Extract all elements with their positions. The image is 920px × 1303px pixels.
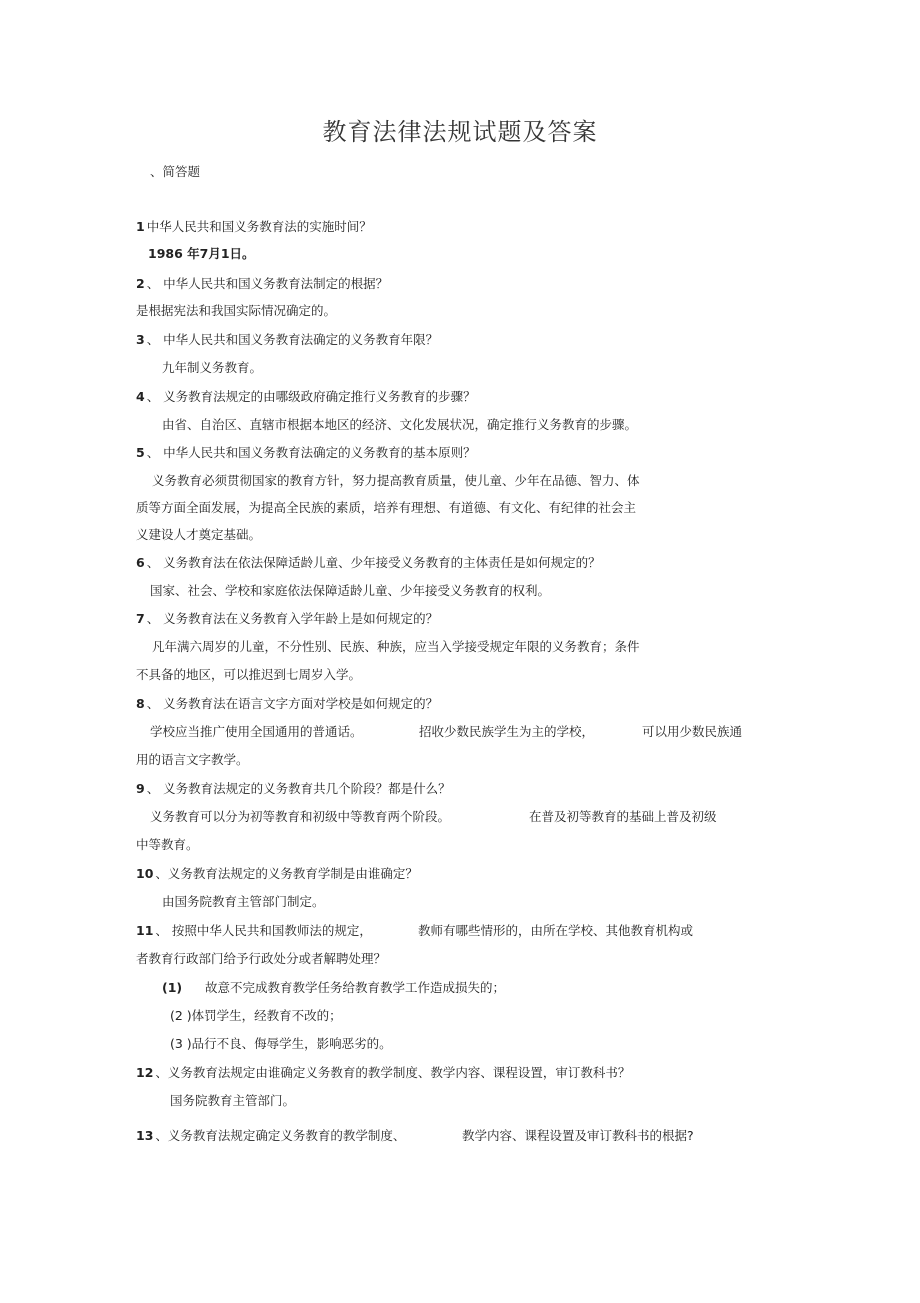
- question-8: 8 、 义务教育法在语言文字方面对学校是如何规定的？: [136, 696, 439, 711]
- question-4: 4 、 义务教育法规定的由哪级政府确定推行义务教育的步骤？: [136, 389, 476, 404]
- answer-11-item-3: (3 )品行不良、侮辱学生，影响恶劣的。: [170, 1036, 392, 1051]
- answer-12: 国务院教育主管部门。: [170, 1093, 296, 1108]
- answer-9-line-2: 中等教育。: [136, 837, 199, 852]
- document-title: 教育法律法规试题及答案: [322, 118, 598, 146]
- answer-11-item-2: (2 )体罚学生，经教育不改的；: [170, 1008, 342, 1023]
- answer-11-item-1: 故意不完成教育教学任务给教育教学工作造成损失的；: [205, 980, 506, 995]
- answer-8-part-1: 学校应当推广使用全国通用的普通话。: [150, 724, 363, 739]
- question-text: 中华人民共和国义务教育法的实施时间？: [146, 219, 372, 234]
- question-13: 13 、义务教育法规定确定义务教育的教学制度、: [136, 1128, 406, 1143]
- answer-8-part-3: 可以用少数民族通: [642, 724, 743, 739]
- question-9: 9 、 义务教育法规定的义务教育共几个阶段？都是什么？: [136, 781, 451, 796]
- question-13-part-2: 教学内容、课程设置及审订教科书的根据?: [462, 1128, 694, 1143]
- answer-9-part-2: 在普及初等教育的基础上普及初级: [529, 809, 717, 824]
- answer-9-part-1: 义务教育可以分为初等教育和初级中等教育两个阶段。: [150, 809, 451, 824]
- question-5: 5 、 中华人民共和国义务教育法确定的义务教育的基本原则？: [136, 445, 476, 460]
- question-1: [136, 219, 372, 235]
- answer-5-line-3: 义建设人才奠定基础。: [136, 527, 262, 542]
- answer-4: 由省、自治区、直辖市根据本地区的经济、文化发展状况，确定推行义务教育的步骤。: [162, 417, 638, 432]
- answer-5-line-1: 义务教育必须贯彻国家的教育方针，努力提高教育质量，使儿童、少年在品德、智力、体: [152, 473, 640, 488]
- answer-11-marker-1: (1): [162, 980, 183, 995]
- question-12: 12 、义务教育法规定由谁确定义务教育的教学制度、教学内容、课程设置，审订教科书？: [136, 1065, 631, 1080]
- question-7: 7 、 义务教育法在义务教育入学年龄上是如何规定的？: [136, 611, 439, 626]
- question-3: 3 、 中华人民共和国义务教育法确定的义务教育年限？: [136, 332, 439, 347]
- answer-8-part-2: 招收少数民族学生为主的学校，: [419, 724, 595, 739]
- section-heading: 、简答题: [150, 164, 201, 179]
- answer-1: 1986 年7月1日。: [148, 246, 255, 261]
- question-10: 10 、义务教育法规定的义务教育学制是由谁确定？: [136, 866, 418, 881]
- question-11-line-2: 者教育行政部门给予行政处分或者解聘处理？: [136, 951, 387, 966]
- question-11: 11 、 按照中华人民共和国教师法的规定，: [136, 923, 372, 938]
- answer-2: 是根据宪法和我国实际情况确定的。: [136, 303, 337, 318]
- question-11-part-2: 教师有哪些情形的，由所在学校、其他教育机构或: [418, 923, 694, 938]
- answer-10: 由国务院教育主管部门制定。: [162, 894, 325, 909]
- answer-7-line-1: 凡年满六周岁的儿童，不分性别、民族、种族，应当入学接受规定年限的义务教育；条件: [152, 639, 640, 654]
- answer-6: 国家、社会、学校和家庭依法保障适龄儿童、少年接受义务教育的权利。: [150, 583, 551, 598]
- answer-5-line-2: 质等方面全面发展，为提高全民族的素质，培养有理想、有道德、有文化、有纪律的社会主: [136, 500, 637, 515]
- question-number: 1: [136, 219, 145, 234]
- answer-3: 九年制义务教育。: [162, 360, 263, 375]
- answer-8-line-2: 用的语言文字教学。: [136, 752, 249, 767]
- answer-7-line-2: 不具备的地区，可以推迟到七周岁入学。: [136, 667, 362, 682]
- question-6: 6 、 义务教育法在依法保障适龄儿童、少年接受义务教育的主体责任是如何规定的？: [136, 555, 601, 570]
- question-2: 2 、 中华人民共和国义务教育法制定的根据？: [136, 276, 389, 291]
